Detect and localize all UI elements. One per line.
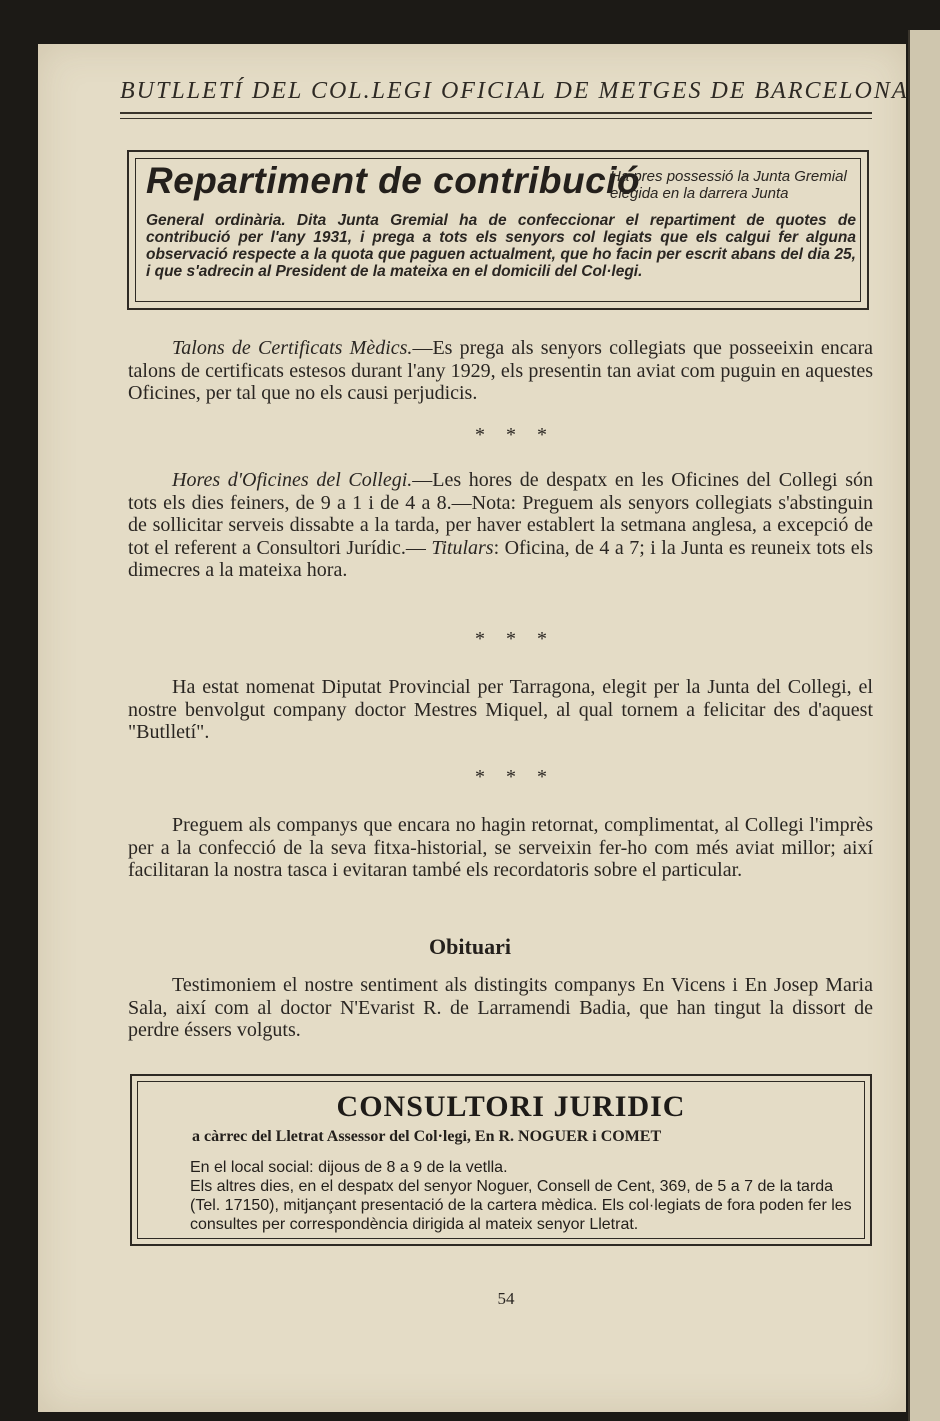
notice-box-title: Repartiment de contribució <box>146 160 641 201</box>
consultori-line-1: En el local social: dijous de 8 a 9 de la vetlla. <box>190 1159 508 1176</box>
paragraph-lead-titulars: Titulars <box>431 536 494 559</box>
paragraph-lead: Hores d'Oficines del Collegi. <box>172 469 413 491</box>
header-rule <box>120 112 872 114</box>
notice-box-side-text: Ha pres possessió la Junta Gremial elegida en la darrera Junta <box>610 168 847 202</box>
paragraph-text: —Es prega als senyors collegiats que posseeixin encara talons de certificats estesos durant l'any 1929, els presentin tan aviat com puguin en aquestes Oficines, per tal que no els causi perjudicis. <box>128 337 873 404</box>
separator-stars: * * * <box>475 766 555 788</box>
paragraph-text: Ha estat nomenat Diputat Provincial per Tarragona, elegit per la Junta del Collegi, el nostre benvolgut company doctor Mestres Miquel, al qual tornem a felicitar des d'aquest "Butlletí". <box>128 676 873 743</box>
paragraph-text: Preguem als companys que encara no hagin retornat, complimentat, al Collegi l'imprès per a la confecció de la seva fitxa-historial, se serveixin fer-ho com més aviat millor; així facilitaran la nostra tasca i evitaran també els recordatoris sobre el particular. <box>128 814 873 881</box>
obituary-text <box>128 974 873 1042</box>
page-number: 54 <box>497 1289 515 1308</box>
paragraph-lead: Talons de Certificats Mèdics. <box>172 337 413 359</box>
paragraph-text-titulars: : Oficina, de 4 a 7; i la Junta es reuneix tots els dimecres a la mateixa hora. <box>128 536 874 581</box>
consultori-title: CONSULTORI JURIDIC <box>336 1090 686 1123</box>
paragraph-text: —Les hores de despatx en les Oficines del Collegi són tots els dies feiners, de 9 a 1 i de 4 a 8.—Nota: Preguem als senyors collegiats s'abstinguin de sollicitar serveis dissabte a la tarda, per haver establert la setmana anglesa, a excepció de tot el referent a Consultori Jurídic.— <box>128 469 873 559</box>
obituary-heading: Obituari <box>429 934 511 959</box>
adjacent-page-edge <box>908 30 940 1421</box>
running-head: BUTLLETÍ DEL COL.LEGI OFICIAL DE METGES DE BARCELONA <box>120 78 909 104</box>
paragraph-hores <box>128 469 873 582</box>
consultori-body <box>160 1158 860 1234</box>
header-rule-thin <box>120 118 872 119</box>
separator-stars: * * * <box>475 424 555 446</box>
consultori-subtitle: a càrrec del Lletrat Assessor del Col·legi, En R. NOGUER i COMET <box>192 1128 662 1145</box>
paragraph-diputat <box>128 676 873 744</box>
paragraph-text: Testimoniem el nostre sentiment als distingits companys En Vicens i En Josep Maria Sala, així com al doctor N'Evarist R. de Larramendi Badia, que han tingut la dissort de perdre éssers volguts. <box>128 974 873 1041</box>
paragraph-fitxa <box>128 814 873 882</box>
separator-stars: * * * <box>475 628 555 650</box>
paragraph-certificats <box>128 337 873 405</box>
notice-box-body: General ordinària. Dita Junta Gremial ha de confeccionar el repartiment de quotes de contribució per l'any 1931, i prega a tots els senyors col legiats que els calgui fer alguna observació respecte a la quota que paguen actualment, que ho facin per escrit abans del dia 25, i que s'adrecin al President de la mateixa en el domicili del Col·legi. <box>146 212 856 280</box>
consultori-line-2: Els altres dies, en el despatx del senyor Noguer, Consell de Cent, 369, de 5 a 7 de la tarda (Tel. 17150), mitjançant presentació de la cartera mèdica. Els col·legiats de fora poden fer les consultes per correspondència dirigida al mateix senyor Lletrat. <box>190 1178 852 1233</box>
